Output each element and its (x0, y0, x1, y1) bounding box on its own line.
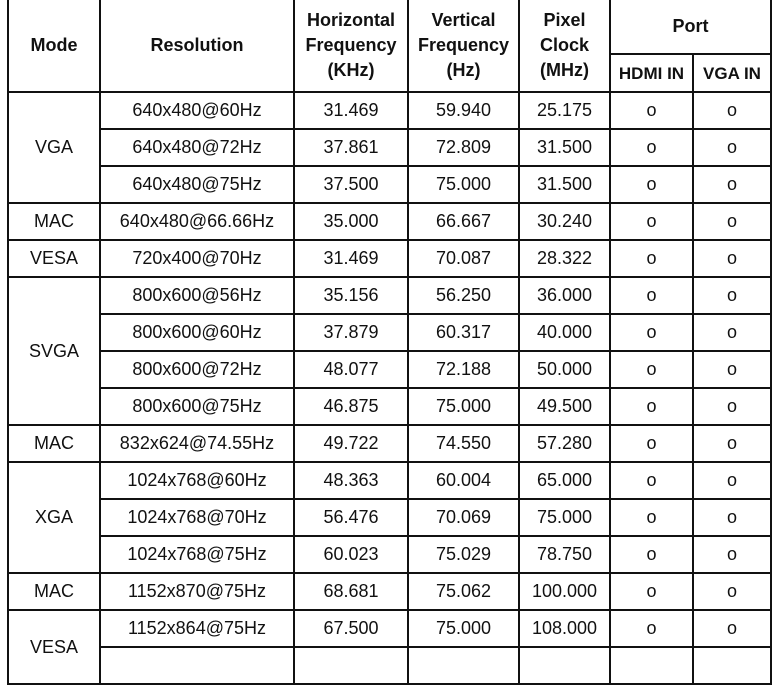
pixel-clock-cell: 25.175 (519, 92, 610, 129)
resolution-cell: 640x480@66.66Hz (100, 203, 294, 240)
hdmi-in-cell: o (610, 166, 693, 203)
header-pixel-clock (519, 0, 610, 92)
horizontal-frequency-cell: 31.469 (294, 240, 408, 277)
mode-cell: VGA (8, 92, 100, 203)
vertical-frequency-cell: 72.188 (408, 351, 519, 388)
table-row (8, 203, 771, 240)
table-row (8, 499, 771, 536)
mode-cell: XGA (8, 462, 100, 573)
header-vf-line1: Vertical (431, 10, 496, 30)
mode-cell: VESA (8, 610, 100, 684)
vga-in-cell: o (693, 240, 771, 277)
mode-cell: VESA (8, 240, 100, 277)
table-row (8, 166, 771, 203)
horizontal-frequency-cell: 31.469 (294, 92, 408, 129)
hdmi-in-cell: o (610, 351, 693, 388)
vertical-frequency-cell: 59.940 (408, 92, 519, 129)
pixel-clock-cell: 49.500 (519, 388, 610, 425)
vga-in-cell: o (693, 462, 771, 499)
hdmi-in-cell: o (610, 277, 693, 314)
resolution-cell: 800x600@75Hz (100, 388, 294, 425)
header-mode: Mode (8, 0, 100, 92)
vertical-frequency-cell: 66.667 (408, 203, 519, 240)
vga-in-cell: o (693, 499, 771, 536)
vertical-frequency-cell: 75.000 (408, 388, 519, 425)
resolution-cell: 1024x768@60Hz (100, 462, 294, 499)
resolution-cell: 640x480@75Hz (100, 166, 294, 203)
table-row (8, 425, 771, 462)
vertical-frequency-cell: 60.317 (408, 314, 519, 351)
hdmi-in-cell: o (610, 425, 693, 462)
horizontal-frequency-cell: 35.000 (294, 203, 408, 240)
table-row (8, 240, 771, 277)
timing-table (7, 0, 772, 685)
horizontal-frequency-cell: 67.500 (294, 610, 408, 647)
vga-in-cell: o (693, 129, 771, 166)
resolution-cell: 720x400@70Hz (100, 240, 294, 277)
table-row (8, 277, 771, 314)
vertical-frequency-cell: 75.062 (408, 573, 519, 610)
horizontal-frequency-cell: 35.156 (294, 277, 408, 314)
table-row (8, 314, 771, 351)
vertical-frequency-cell: 60.004 (408, 462, 519, 499)
vga-in-cell: o (693, 166, 771, 203)
vga-in-cell: o (693, 425, 771, 462)
pixel-clock-cell: 108.000 (519, 610, 610, 647)
vertical-frequency-cell: 75.029 (408, 536, 519, 573)
pixel-clock-cell: 65.000 (519, 462, 610, 499)
pixel-clock-cell: 30.240 (519, 203, 610, 240)
resolution-cell: 1024x768@75Hz (100, 536, 294, 573)
table-row (8, 462, 771, 499)
table-row (8, 610, 771, 647)
vga-in-cell: o (693, 610, 771, 647)
horizontal-frequency-cell: 48.077 (294, 351, 408, 388)
pixel-clock-cell: 40.000 (519, 314, 610, 351)
vga-in-cell: o (693, 351, 771, 388)
pixel-clock-cell: 75.000 (519, 499, 610, 536)
vertical-frequency-cell: 70.069 (408, 499, 519, 536)
header-port: Port (610, 0, 771, 54)
resolution-cell: 1024x768@70Hz (100, 499, 294, 536)
header-vga-in: VGA IN (693, 54, 771, 92)
pixel-clock-cell: 50.000 (519, 351, 610, 388)
vertical-frequency-cell: 74.550 (408, 425, 519, 462)
vga-in-cell: o (693, 277, 771, 314)
table-row (8, 129, 771, 166)
header-hf-line2: Frequency (305, 35, 397, 55)
header-vf-line3: (Hz) (446, 60, 481, 80)
hdmi-in-cell: o (610, 314, 693, 351)
vertical-frequency-cell: 75.000 (408, 610, 519, 647)
hdmi-in-cell: o (610, 610, 693, 647)
header-pc-line2: Clock (539, 35, 590, 55)
table-row (8, 92, 771, 129)
resolution-cell: 1152x870@75Hz (100, 573, 294, 610)
vertical-frequency-cell: 56.250 (408, 277, 519, 314)
header-hf-line3: (KHz) (327, 60, 375, 80)
hdmi-in-cell: o (610, 388, 693, 425)
vga-in-cell: o (693, 92, 771, 129)
table-header (8, 0, 771, 92)
hdmi-in-cell: o (610, 462, 693, 499)
pixel-clock-cell: 28.322 (519, 240, 610, 277)
pixel-clock-cell: 78.750 (519, 536, 610, 573)
header-vertical-frequency (408, 0, 519, 92)
hdmi-in-cell: o (610, 573, 693, 610)
resolution-cell: 832x624@74.55Hz (100, 425, 294, 462)
horizontal-frequency-cell: 68.681 (294, 573, 408, 610)
resolution-cell: 1152x864@75Hz (100, 610, 294, 647)
vga-in-cell: o (693, 203, 771, 240)
resolution-cell: 800x600@60Hz (100, 314, 294, 351)
table-row (8, 388, 771, 425)
hdmi-in-cell: o (610, 129, 693, 166)
resolution-cell: 800x600@56Hz (100, 277, 294, 314)
horizontal-frequency-cell: 49.722 (294, 425, 408, 462)
mode-cell: SVGA (8, 277, 100, 425)
horizontal-frequency-cell: 46.875 (294, 388, 408, 425)
header-resolution: Resolution (100, 0, 294, 92)
horizontal-frequency-cell: 37.500 (294, 166, 408, 203)
horizontal-frequency-cell: 37.861 (294, 129, 408, 166)
vga-in-cell: o (693, 573, 771, 610)
table-row (8, 351, 771, 388)
pixel-clock-cell: 100.000 (519, 573, 610, 610)
vga-in-cell: o (693, 536, 771, 573)
pixel-clock-cell: 57.280 (519, 425, 610, 462)
mode-cell: MAC (8, 203, 100, 240)
header-hdmi-in: HDMI IN (610, 54, 693, 92)
resolution-cell: 800x600@72Hz (100, 351, 294, 388)
mode-cell: MAC (8, 425, 100, 462)
hdmi-in-cell: o (610, 92, 693, 129)
hdmi-in-cell: o (610, 499, 693, 536)
hdmi-in-cell: o (610, 240, 693, 277)
resolution-cell: 640x480@60Hz (100, 92, 294, 129)
hdmi-in-cell: o (610, 536, 693, 573)
vga-in-cell: o (693, 388, 771, 425)
table-body (8, 92, 771, 684)
vertical-frequency-cell: 72.809 (408, 129, 519, 166)
mode-cell: MAC (8, 573, 100, 610)
hdmi-in-cell: o (610, 203, 693, 240)
vga-in-cell: o (693, 314, 771, 351)
header-vf-line2: Frequency (417, 35, 510, 55)
vertical-frequency-cell: 75.000 (408, 166, 519, 203)
pixel-clock-cell: 31.500 (519, 129, 610, 166)
horizontal-frequency-cell: 60.023 (294, 536, 408, 573)
header-pc-line3: (MHz) (540, 60, 589, 80)
horizontal-frequency-cell: 48.363 (294, 462, 408, 499)
horizontal-frequency-cell: 37.879 (294, 314, 408, 351)
table-row (8, 536, 771, 573)
header-horizontal-frequency (294, 0, 408, 92)
header-pc-line1: Pixel (543, 10, 586, 30)
pixel-clock-cell: 36.000 (519, 277, 610, 314)
table-row (8, 573, 771, 610)
header-hf-line1: Horizontal (307, 10, 395, 30)
horizontal-frequency-cell: 56.476 (294, 499, 408, 536)
pixel-clock-cell: 31.500 (519, 166, 610, 203)
vertical-frequency-cell: 70.087 (408, 240, 519, 277)
resolution-cell: 640x480@72Hz (100, 129, 294, 166)
